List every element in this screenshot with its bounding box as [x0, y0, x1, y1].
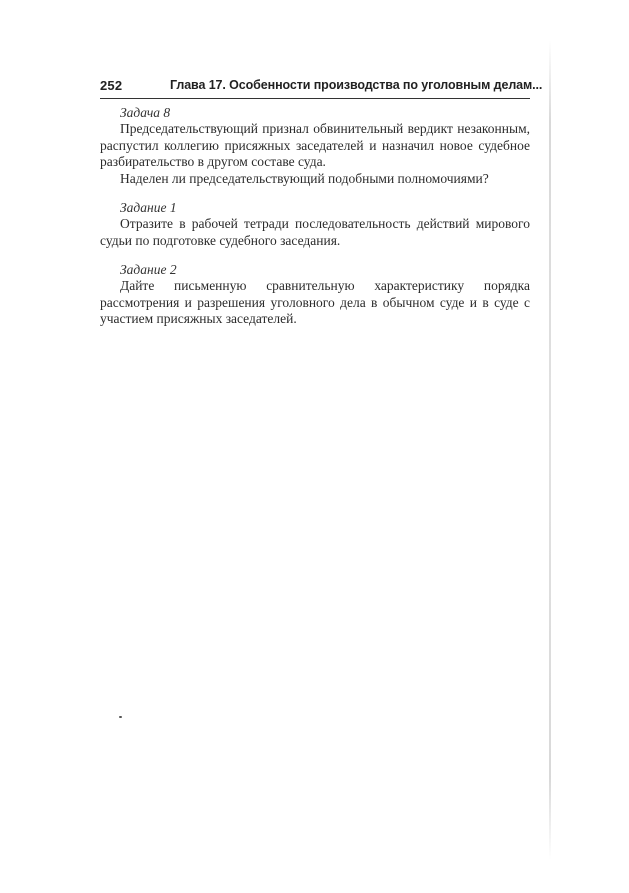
running-title: Глава 17. Особенности производства по уголовным делам... [170, 78, 543, 92]
assignment-heading: Задание 2 [120, 262, 177, 277]
task-question: Наделен ли председательствующий подобными полномочиями? [120, 170, 489, 186]
task-paragraph: Председательствующий признал обвинительный вердикт незаконным, распустил коллегию присяжных заседателей и назначил новое судебное разбирательство в другом составе суда. [100, 121, 530, 169]
page-number: 252 [100, 78, 123, 93]
assignment-heading: Задание 1 [120, 200, 177, 215]
assignment-paragraph: Дайте письменную сравнительную характеристику порядка рассмотрения и разрешения уголовного дела в обычном суде и в суде с участием присяжных заседателей. [100, 278, 530, 326]
assignment-2-section [100, 261, 530, 328]
section-spacer [100, 187, 530, 199]
section-spacer [100, 249, 530, 261]
page-header [100, 78, 543, 99]
task-8-section [100, 104, 530, 187]
page-content [100, 104, 530, 328]
assignment-paragraph: Отразите в рабочей тетради последовательность действий мирового судьи по подготовке судебного заседания. [100, 216, 530, 248]
task-heading: Задача 8 [120, 105, 171, 120]
scan-edge-shadow [549, 40, 551, 860]
scan-speck [119, 716, 122, 718]
assignment-1-section [100, 199, 530, 249]
